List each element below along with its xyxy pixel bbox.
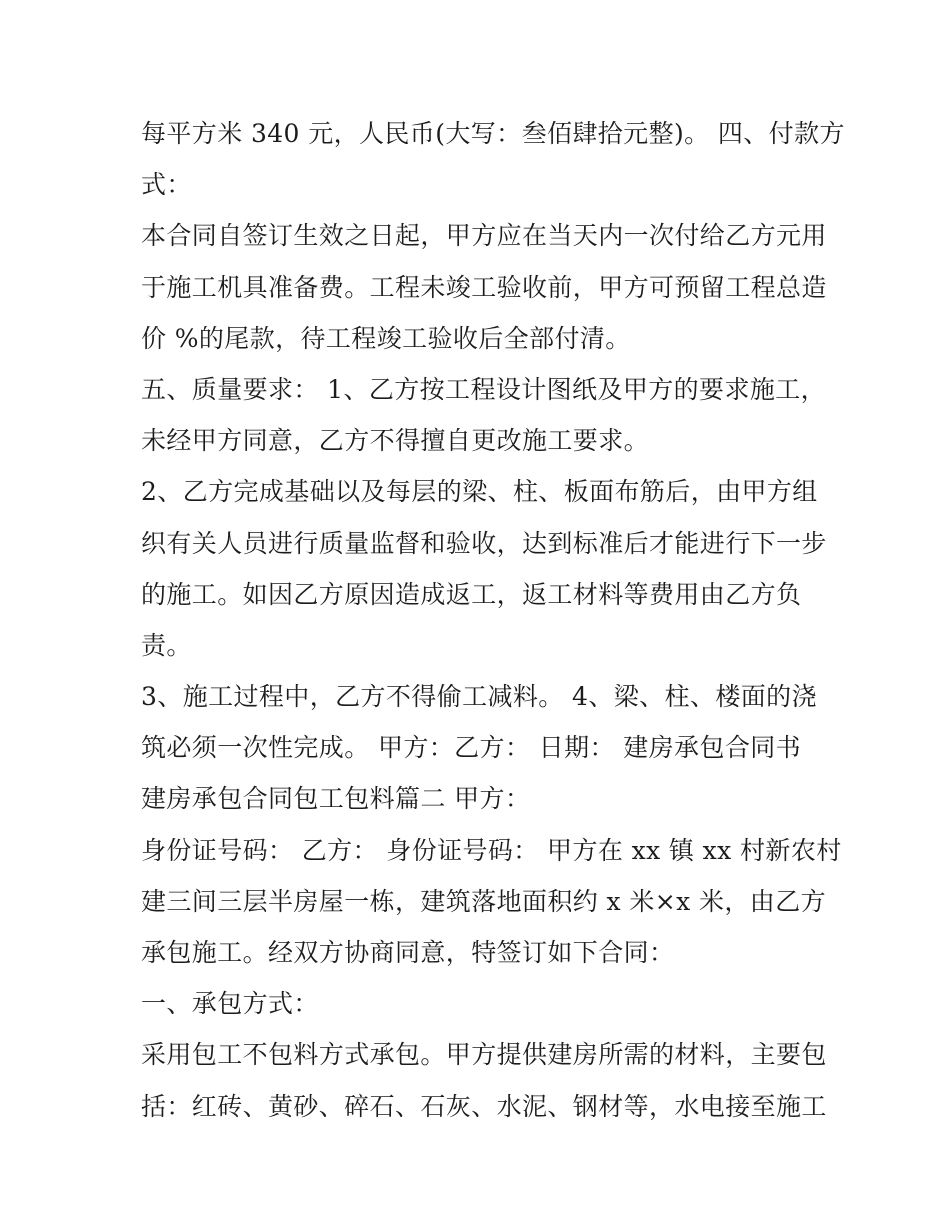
text-line: 式： bbox=[141, 170, 192, 200]
text-line: 本合同自签订生效之日起，甲方应在当天内一次付给乙方元用 bbox=[141, 221, 827, 251]
text-line: 每平方米 340 元，人民币(大写：叁佰肆拾元整)。 四、付款方 bbox=[141, 119, 845, 148]
document-body bbox=[141, 108, 845, 1132]
text-line: 采用包工不包料方式承包。甲方提供建房所需的材料，主要包 bbox=[141, 1040, 827, 1070]
text-line: 织有关人员进行质量监督和验收，达到标准后才能进行下一步 bbox=[141, 528, 827, 558]
text-line: 责。 bbox=[141, 630, 192, 660]
text-line: 3、施工过程中，乙方不得偷工减料。 4、梁、柱、楼面的浇 bbox=[141, 682, 817, 712]
text-line: 筑必须一次性完成。 甲方：乙方： 日期： 建房承包合同书 bbox=[141, 733, 802, 763]
text-line: 价 %的尾款，待工程竣工验收后全部付清。 bbox=[141, 323, 631, 353]
text-line: 一、承包方式： bbox=[141, 989, 319, 1019]
text-line: 的施工。如因乙方原因造成返工，返工材料等费用由乙方负 bbox=[141, 579, 802, 609]
text-line: 2、乙方完成基础以及每层的梁、柱、板面布筋后，由甲方组 bbox=[141, 477, 818, 507]
text-line: 承包施工。经双方协商同意，特签订如下合同： bbox=[141, 938, 675, 967]
text-line: 于施工机具准备费。工程未竣工验收前，甲方可预留工程总造 bbox=[141, 272, 827, 302]
text-line: 建三间三层半房屋一栋，建筑落地面积约 x 米×x 米，由乙方 bbox=[141, 886, 826, 916]
text-line: 建房承包合同包工包料篇二 甲方： bbox=[141, 784, 531, 814]
text-line: 身份证号码： 乙方： 身份证号码： 甲方在 xx 镇 xx 村新农村 bbox=[141, 835, 842, 865]
text-line: 未经甲方同意，乙方不得擅自更改施工要求。 bbox=[141, 426, 650, 456]
text-line: 五、质量要求： 1、乙方按工程设计图纸及甲方的要求施工， bbox=[141, 374, 827, 404]
text-line: 括：红砖、黄砂、碎石、石灰、水泥、钢材等，水电接至施工 bbox=[141, 1091, 827, 1121]
